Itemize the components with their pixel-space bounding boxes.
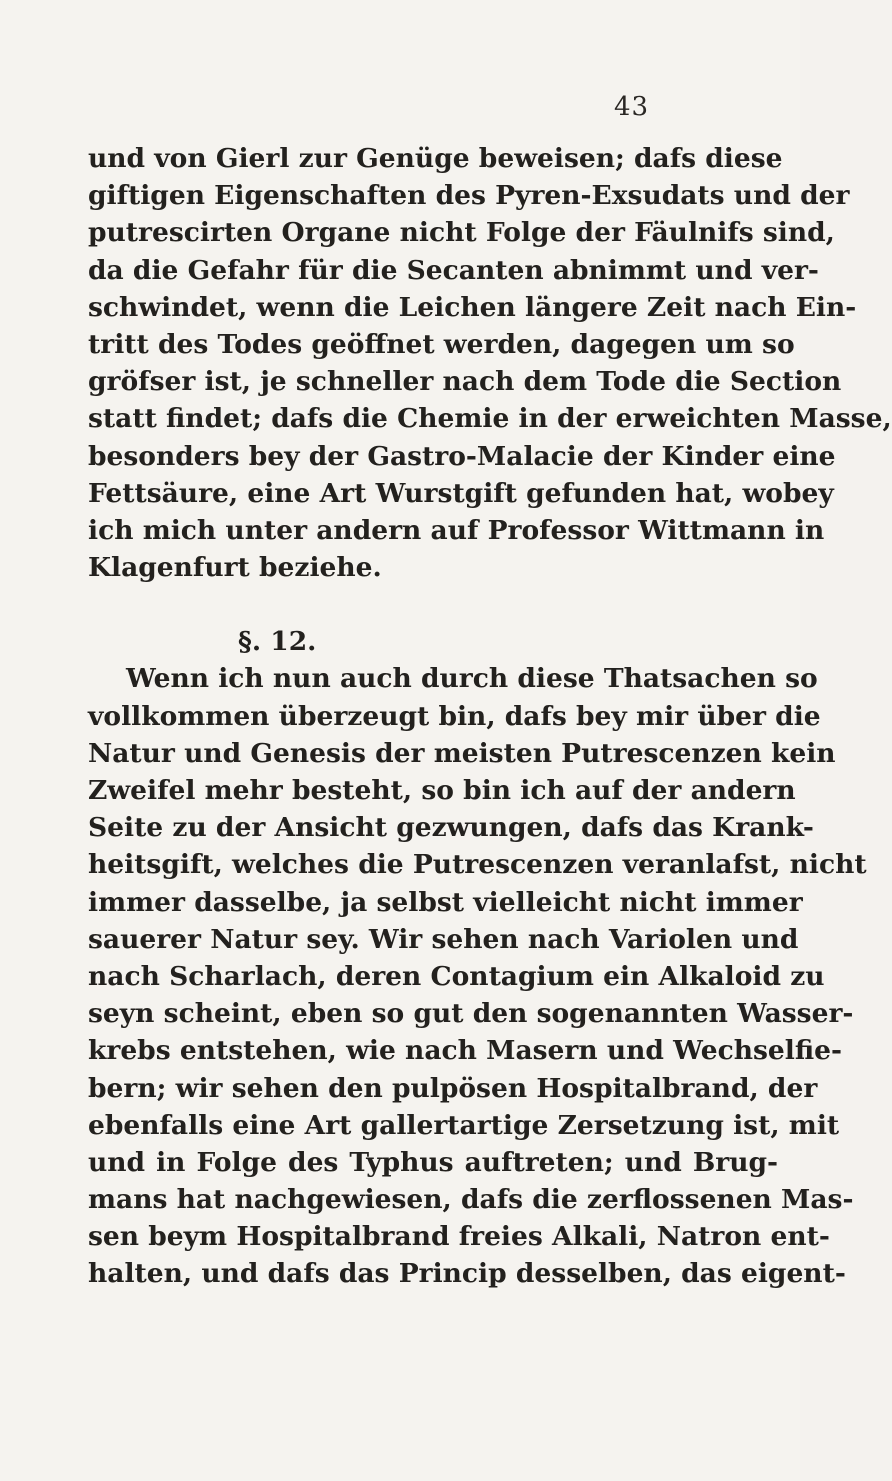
text-line: Wenn ich nun auch durch diese Thatsachen so xyxy=(126,663,818,695)
text-line: mans hat nachgewiesen, dafs die zerflossenen Mas- xyxy=(88,1184,854,1216)
section-heading: §. 12. xyxy=(238,626,317,658)
paragraph-1 xyxy=(88,140,892,586)
text-line: ich mich unter andern auf Professor Wittmann in xyxy=(88,514,825,546)
text-line: und von Gierl zur Genüge beweisen; dafs diese xyxy=(88,143,783,174)
text-line: seyn scheint, eben so gut den sogenannten Wasser- xyxy=(88,998,854,1030)
text-line: krebs entstehen, wie nach Masern und Wechselfie- xyxy=(88,1035,842,1067)
text-line: Natur und Genesis der meisten Putrescenzen kein xyxy=(88,737,836,769)
body-text xyxy=(88,140,892,1293)
text-line: sen beym Hospitalbrand freies Alkali, Natron ent- xyxy=(88,1221,830,1253)
paragraph-2 xyxy=(88,660,867,1292)
text-line: und in Folge des Typhus auftreten; und Brug- xyxy=(88,1146,778,1178)
page-number: 43 xyxy=(614,92,650,122)
text-line: bern; wir sehen den pulpösen Hospitalbrand, der xyxy=(88,1072,818,1104)
text-line: Seite zu der Ansicht gezwungen, dafs das Krank- xyxy=(88,812,814,844)
text-line: immer dasselbe, ja selbst vielleicht nicht immer xyxy=(88,886,803,918)
text-line: schwindet, wenn die Leichen längere Zeit nach Ein- xyxy=(88,291,857,323)
text-line: putrescirten Organe nicht Folge der Fäulnifs sind, xyxy=(88,217,835,249)
text-line: Fettsäure, eine Art Wurstgift gefunden hat, wobey xyxy=(88,477,834,509)
text-line: nach Scharlach, deren Contagium ein Alkaloid zu xyxy=(88,960,825,992)
text-line: tritt des Todes geöffnet werden, dagegen um so xyxy=(88,328,795,360)
text-line: besonders bey der Gastro-Malacie der Kinder eine xyxy=(88,440,836,472)
text-line: vollkommen überzeugt bin, dafs bey mir über die xyxy=(88,700,821,732)
text-line: Zweifel mehr besteht, so bin ich auf der andern xyxy=(88,775,796,806)
text-line: da die Gefahr für die Secanten abnimmt und ver- xyxy=(88,254,819,286)
text-line: Klagenfurt beziehe. xyxy=(88,552,382,584)
text-line: giftigen Eigenschaften des Pyren-Exsudats und der xyxy=(88,180,850,212)
text-line: statt findet; dafs die Chemie in der erweichten Masse, xyxy=(88,403,892,435)
text-line: ebenfalls eine Art gallertartige Zersetzung ist, mit xyxy=(88,1109,840,1141)
text-line: halten, und dafs das Princip desselben, das eigent- xyxy=(88,1258,846,1290)
text-line: heitsgift, welches die Putrescenzen veranlafst, nicht xyxy=(88,849,867,881)
text-line: gröfser ist, je schneller nach dem Tode die Section xyxy=(88,366,842,398)
text-line: sauerer Natur sey. Wir sehen nach Variolen und xyxy=(88,923,799,955)
